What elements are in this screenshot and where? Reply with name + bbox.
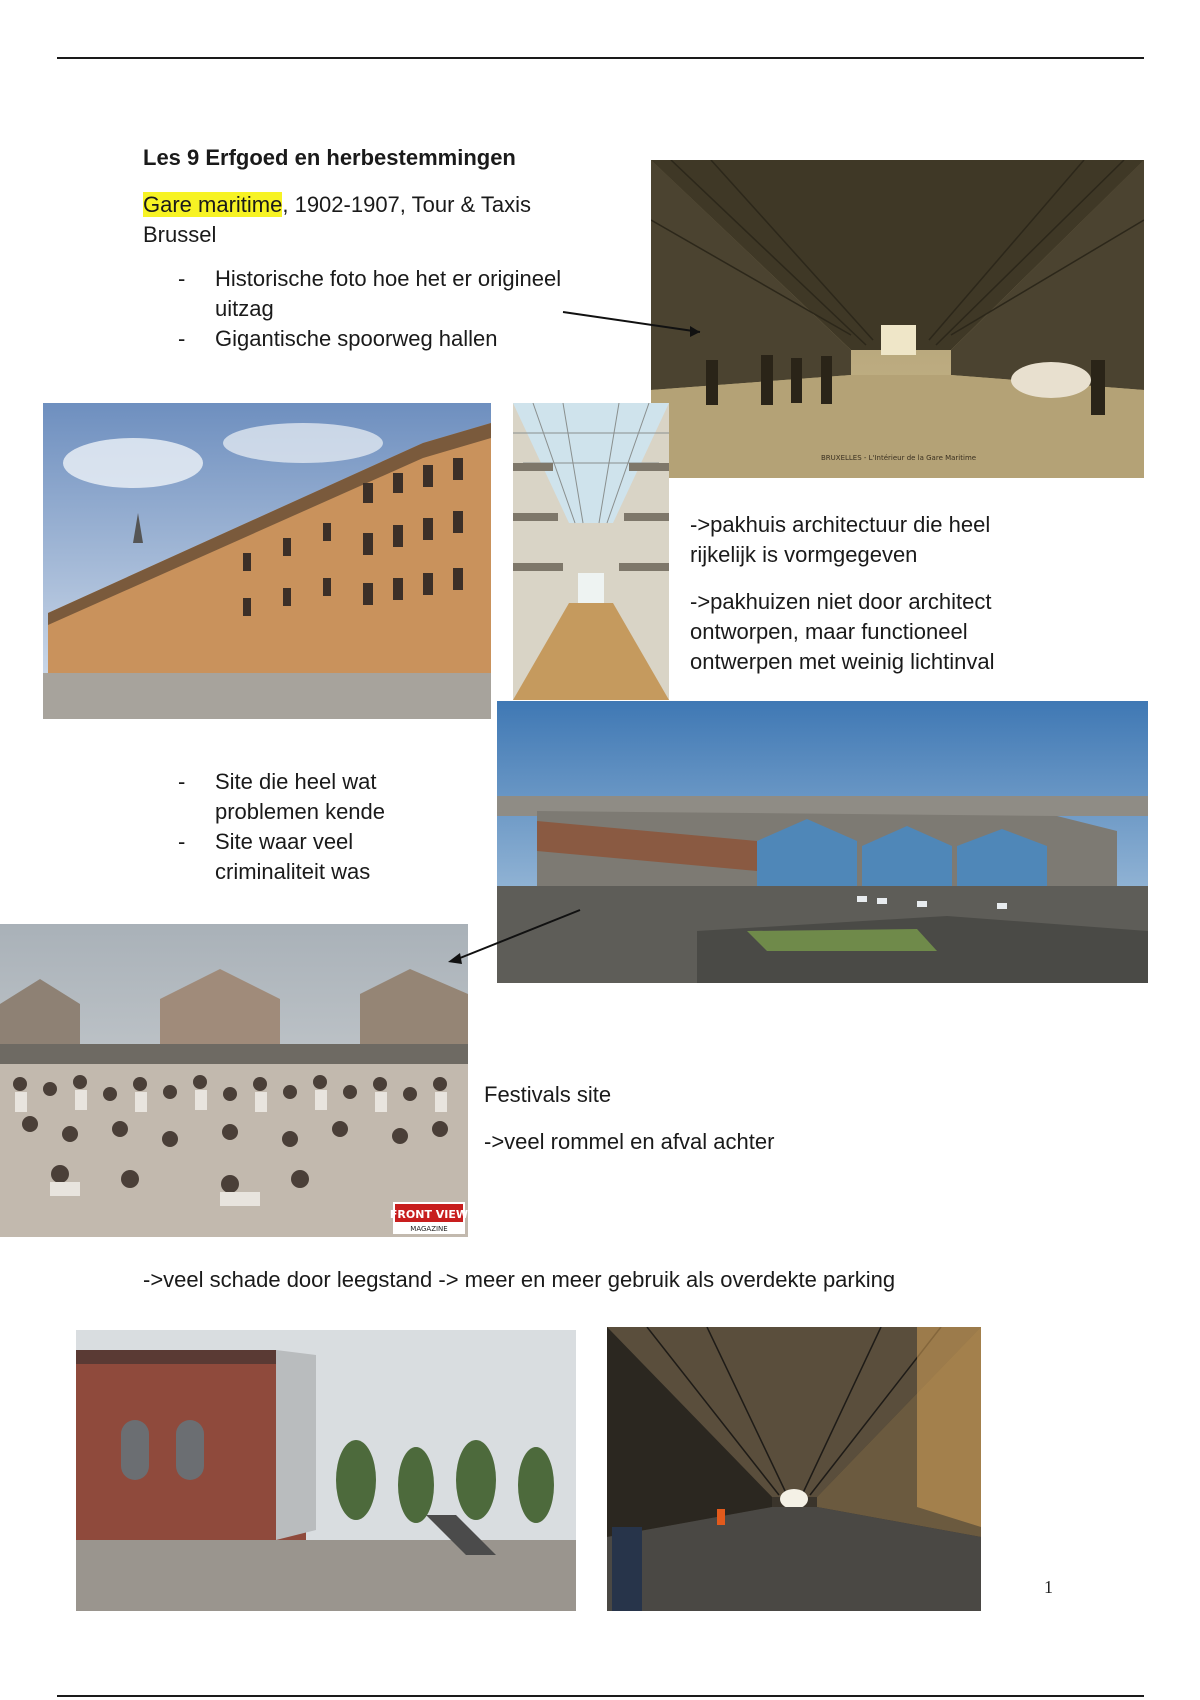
festival-crowd-photo (0, 924, 468, 1237)
list-item: - Site die heel wat problemen kende (178, 767, 418, 827)
festival-title: Festivals site (484, 1082, 612, 1107)
festival-note: ->veel rommel en afval achter (484, 1129, 775, 1154)
top-rule (57, 57, 1144, 59)
crowd-photo-icon (0, 924, 468, 1237)
parking-note: ->veel schade door leegstand -> meer en meer gebruik als overdekte parking (143, 1267, 896, 1292)
bottom-rule (57, 1695, 1144, 1697)
warehouse-facade-photo (43, 403, 491, 719)
subject-line (143, 190, 643, 250)
brick-building-photo (76, 1330, 576, 1611)
atrium-interior-photo (513, 403, 669, 700)
page-number: 1 (1044, 1577, 1053, 1597)
page-title: Les 9 Erfgoed en herbestemmingen (143, 145, 516, 170)
highlighted-subject: Gare maritime (143, 192, 283, 217)
note-warehouses: ->pakhuizen niet door architect ontworpen, maar functioneel ontwerpen met weinig lichtinval (690, 589, 995, 674)
subject-rest: , 1902-1907, Tour & Taxis (282, 192, 532, 217)
hall-photo-icon (607, 1327, 981, 1611)
bullet-list-top (178, 264, 618, 354)
svg-text:BRUXELLES - L'Intérieur de la: BRUXELLES - L'Intérieur de la Gare Maritime (821, 454, 977, 462)
bullet-list-middle (178, 767, 418, 887)
list-item: - Gigantische spoorweg hallen (178, 324, 618, 354)
list-item: - Site waar veel criminaliteit was (178, 827, 418, 887)
atrium-photo-icon (513, 403, 669, 700)
svg-text:FRONT VIEW: FRONT VIEW (389, 1208, 468, 1221)
building-photo-icon (43, 403, 491, 719)
subject-city: Brussel (143, 222, 217, 247)
aerial-site-photo (497, 701, 1148, 983)
historic-photo-icon (651, 160, 1144, 478)
aerial-photo-icon (497, 701, 1148, 983)
empty-hall-photo (607, 1327, 981, 1611)
historic-hall-photo (651, 160, 1144, 478)
note-architecture: ->pakhuis architectuur die heel rijkelijk is vormgegeven (690, 512, 991, 567)
svg-text:MAGAZINE: MAGAZINE (410, 1225, 448, 1233)
list-item: - Historische foto hoe het er origineel uitzag (178, 264, 618, 324)
building-photo-icon (76, 1330, 576, 1611)
